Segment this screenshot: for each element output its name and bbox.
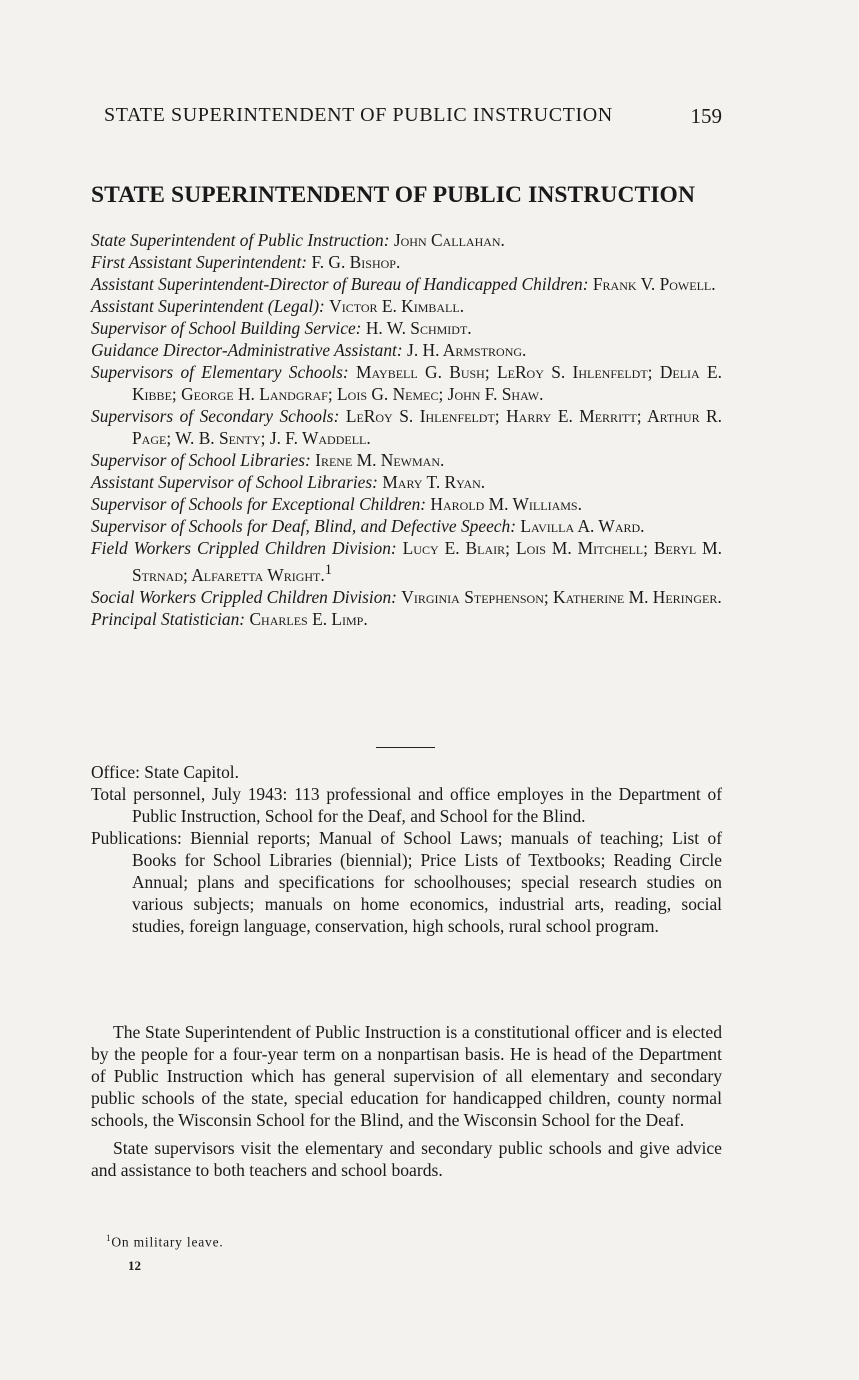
staff-entry — [91, 493, 722, 515]
staff-entry — [91, 361, 722, 405]
staff-names: Charles E. Limp. — [249, 608, 368, 629]
staff-list — [91, 229, 722, 630]
staff-role: Field Workers Crippled Children Division: — [91, 538, 397, 558]
staff-names: J. H. Armstrong. — [407, 340, 527, 360]
info-text: State Capitol. — [144, 762, 239, 782]
page-number: 159 — [690, 104, 722, 128]
office-info — [91, 761, 722, 937]
info-item — [91, 761, 722, 783]
staff-names: Harold M. Williams. — [430, 494, 582, 514]
staff-role: First Assistant Superintendent: — [91, 252, 308, 272]
running-head — [104, 104, 722, 129]
staff-entry — [91, 317, 722, 339]
staff-entry — [91, 229, 722, 251]
info-label: Office: — [91, 762, 140, 782]
staff-entry — [91, 515, 722, 537]
staff-entry — [91, 273, 722, 295]
staff-role: Principal Statistician: — [91, 608, 246, 629]
staff-entry — [91, 608, 722, 630]
staff-entry — [91, 537, 722, 586]
staff-role: Assistant Superintendent-Director of Bureau of Handicapped Children: — [91, 274, 589, 294]
staff-entry — [91, 251, 722, 273]
footnote-marker: 1 — [106, 1233, 112, 1243]
staff-entry — [91, 586, 722, 608]
footnote-ref: 1 — [324, 562, 332, 578]
staff-role: Guidance Director-Administrative Assistant: — [91, 340, 403, 360]
staff-role: Supervisor of Schools for Exceptional Children: — [91, 494, 427, 514]
staff-names: Irene M. Newman. — [315, 450, 445, 470]
info-label: Total personnel, July 1943: — [91, 784, 288, 804]
staff-entry — [91, 339, 722, 361]
staff-names: Frank V. Powell. — [592, 274, 716, 294]
staff-role: Supervisor of School Libraries: — [91, 450, 311, 470]
staff-names: LeRoy S. Ihlenfeldt; Harry E. Merritt; Arthur R. Page; W. B. Senty; J. F. Waddell. — [132, 406, 722, 448]
staff-names: Mary T. Ryan. — [382, 472, 486, 492]
staff-role: Assistant Superintendent (Legal): — [91, 296, 325, 316]
staff-role: Supervisors of Elementary Schools: — [91, 362, 349, 382]
staff-names: F. G. Bishop. — [311, 252, 401, 272]
staff-entry — [91, 471, 722, 493]
staff-names: John Callahan. — [393, 230, 505, 250]
footnote-text: On military leave. — [111, 1234, 224, 1250]
page-title: STATE SUPERINTENDENT OF PUBLIC INSTRUCTION — [91, 182, 696, 208]
staff-role: Assistant Supervisor of School Libraries: — [91, 472, 378, 492]
signature-mark: 12 — [128, 1258, 141, 1273]
staff-role: Supervisor of Schools for Deaf, Blind, and Defective Speech: — [91, 516, 517, 536]
info-text: 113 professional and office employes in the Department of Public Instruction, School for the Deaf, and School for the Blind. — [132, 784, 722, 826]
info-item — [91, 827, 722, 937]
section-divider — [376, 747, 435, 748]
paragraph: The State Superintendent of Public Instruction is a constitutional officer and is elected by the people for a four-year term on a nonpartisan basis. He is head of the Department of Public Instruction which has general supervision of all elementary and secondary public schools of the state, special education for handicapped children, county normal schools, the Wisconsin School for the Blind, and the Wisconsin School for the Deaf. — [91, 1022, 722, 1130]
staff-entry — [91, 295, 722, 317]
staff-names: Virginia Stephenson; Katherine M. Heringer. — [401, 586, 722, 607]
body-text — [91, 1021, 722, 1187]
staff-role: Supervisor of School Building Service: — [91, 318, 362, 338]
info-item — [91, 783, 722, 827]
staff-entry — [91, 405, 722, 449]
staff-names: Maybell G. Bush; LeRoy S. Ihlenfeldt; Delia E. Kibbe; George H. Landgraf; Lois G. Nemec; John F. Shaw. — [132, 362, 722, 404]
info-label: Publications: — [91, 828, 182, 848]
staff-names: Lucy E. Blair; Lois M. Mitchell; Beryl M. Strnad; Alfaretta Wright. — [132, 538, 722, 585]
staff-names: Lavilla A. Ward. — [520, 516, 645, 536]
staff-entry — [91, 449, 722, 471]
staff-role: Supervisors of Secondary Schools: — [91, 406, 340, 426]
info-text: Biennial reports; Manual of School Laws; manuals of teaching; List of Books for School Libraries (biennial); Price Lists of Textbooks; Reading Circle Annual; plans and specifications for schoolhouses; special research studies on various subjects; manuals on home economics, industrial arts, reading, social studies, foreign language, conservation, high schools, rural school program. — [132, 828, 722, 936]
staff-role: Social Workers Crippled Children Division: — [91, 586, 397, 607]
staff-names: H. W. Schmidt. — [365, 318, 472, 338]
paragraph: State supervisors visit the elementary and secondary public schools and give advice and assistance to both teachers and school boards. — [91, 1138, 722, 1180]
running-title: STATE SUPERINTENDENT OF PUBLIC INSTRUCTION — [104, 104, 613, 126]
staff-role: State Superintendent of Public Instruction: — [91, 230, 390, 250]
footnote — [106, 1233, 224, 1251]
staff-names: Victor E. Kimball. — [329, 296, 465, 316]
